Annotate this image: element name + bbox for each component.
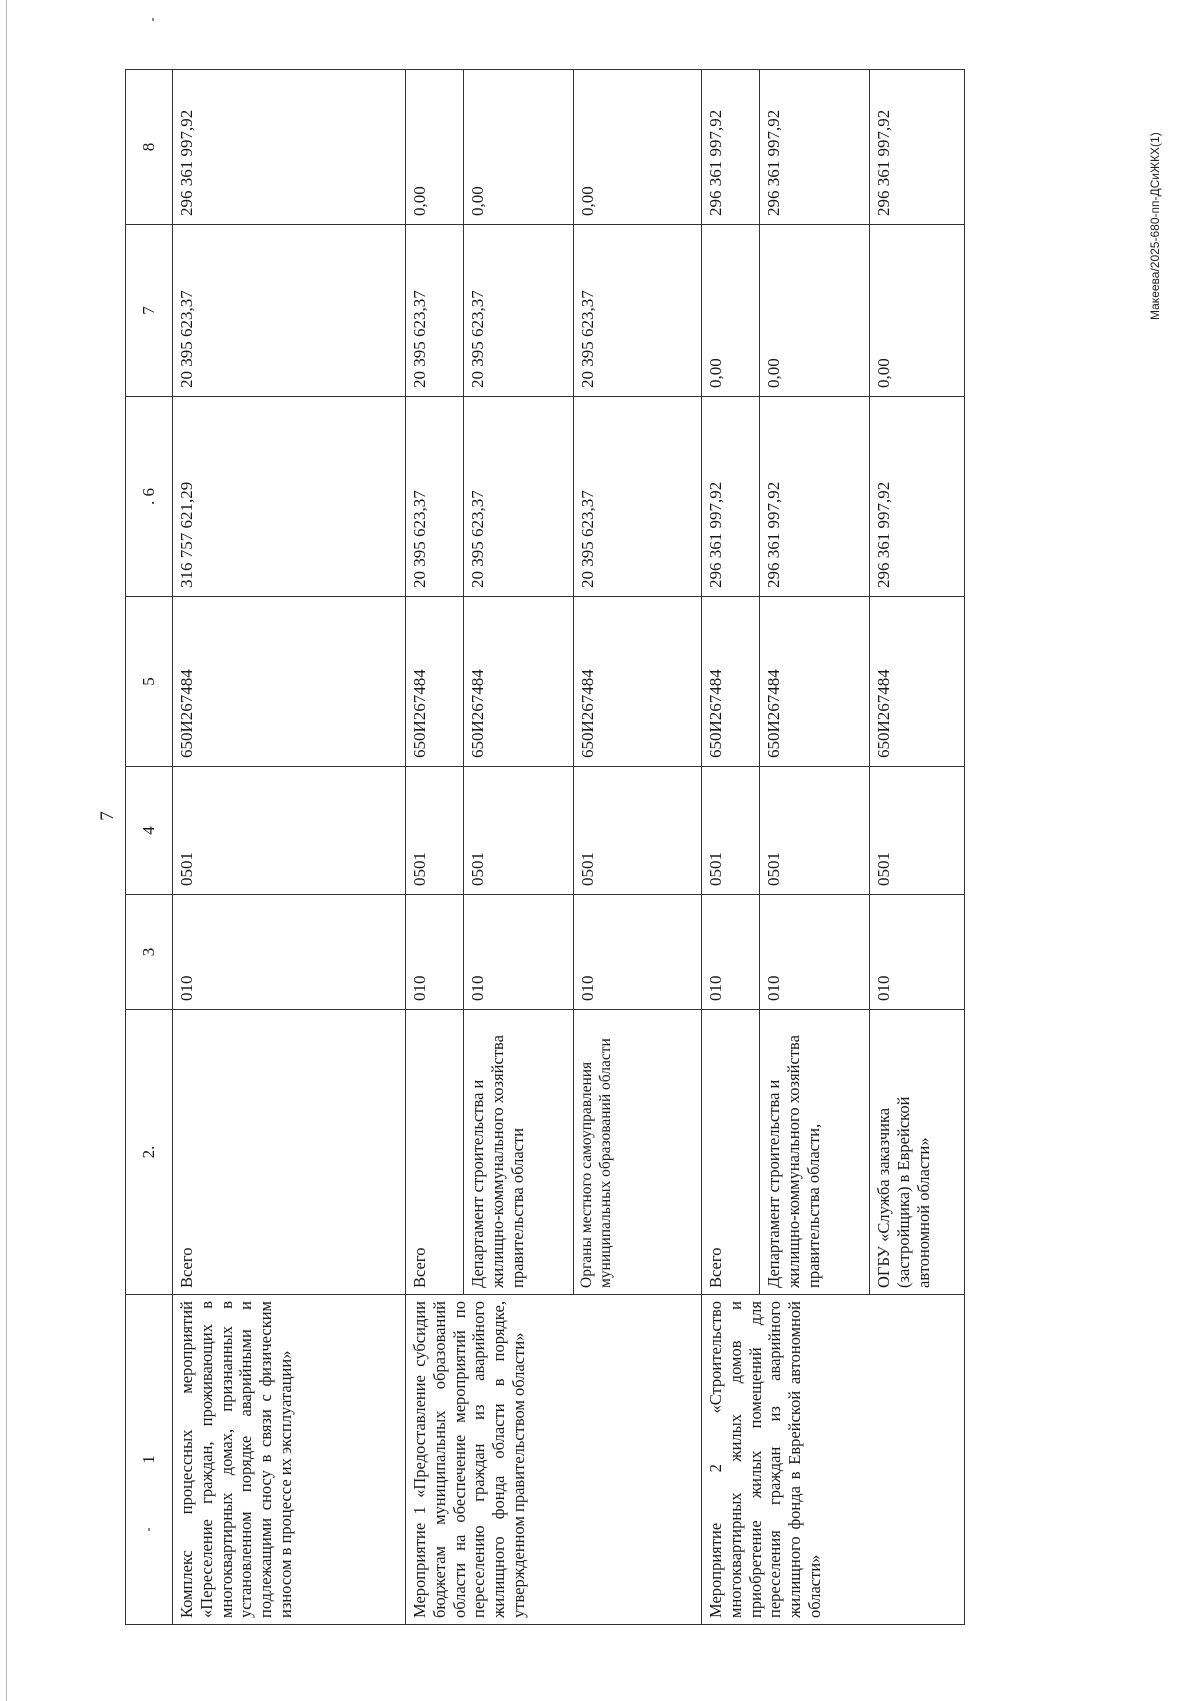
- executor-cell: Всего: [406, 1010, 464, 1295]
- federal-amount-cell: 0,00: [406, 70, 464, 225]
- section-cell: 0501: [464, 767, 574, 895]
- target-article-cell: 650И267484: [406, 597, 464, 767]
- grbs-cell: 010: [464, 895, 574, 1010]
- federal-amount-cell: 296 361 997,92: [702, 70, 760, 225]
- group-name-cell: Комплекс процессных мероприятий «Переселение граждан, проживающих в многоквартирных домах, признанных в установленном порядке аварийными и подлежащими сносу в связи с физическим износом в процессе их эксплуатации»: [173, 1295, 406, 1625]
- table-row: [702, 70, 760, 1625]
- total-amount-cell: 20 395 623,37: [406, 397, 464, 597]
- regional-amount-cell: 0,00: [870, 225, 965, 397]
- federal-amount-cell: 296 361 997,92: [870, 70, 965, 225]
- rotated-table-wrapper: [125, 70, 955, 1625]
- header-cell: 8: [126, 70, 173, 225]
- executor-cell: Департамент строительства и жилищно-коммунального хозяйства правительства области: [464, 1010, 574, 1295]
- header-cell: 5: [126, 597, 173, 767]
- regional-amount-cell: 0,00: [702, 225, 760, 397]
- header-cell: . 6: [126, 397, 173, 597]
- regional-amount-cell: 20 395 623,37: [173, 225, 406, 397]
- header-row: [126, 70, 173, 1625]
- table-row: [406, 70, 464, 1625]
- scan-edge-line: [6, 0, 7, 1701]
- executor-cell: Всего: [173, 1010, 406, 1295]
- section-cell: 0501: [760, 767, 870, 895]
- federal-amount-cell: 296 361 997,92: [760, 70, 870, 225]
- target-article-cell: 650И267484: [702, 597, 760, 767]
- header-cell: 7: [126, 225, 173, 397]
- total-amount-cell: 20 395 623,37: [574, 397, 702, 597]
- executor-cell: ОГБУ «Служба заказчика (застройщика) в Еврейской автономной области»: [870, 1010, 965, 1295]
- scan-speck: [152, 18, 154, 21]
- grbs-cell: 010: [870, 895, 965, 1010]
- group-name-cell: Мероприятие 1 «Предоставление субсидии бюджетам муниципальных образований области на обеспечение мероприятий по переселению граждан из аварийного жилищного фонда области в порядке, утвержденном правительством области»: [406, 1295, 702, 1625]
- section-cell: 0501: [406, 767, 464, 895]
- target-article-cell: 650И267484: [574, 597, 702, 767]
- section-cell: 0501: [870, 767, 965, 895]
- total-amount-cell: 316 757 621,29: [173, 397, 406, 597]
- header-cell: 3: [126, 895, 173, 1010]
- federal-amount-cell: 0,00: [464, 70, 574, 225]
- regional-amount-cell: 20 395 623,37: [464, 225, 574, 397]
- page-number: 7: [96, 811, 118, 821]
- budget-table: [125, 69, 965, 1625]
- section-cell: 0501: [173, 767, 406, 895]
- header-cell: 1: [126, 1295, 173, 1625]
- executor-cell: Органы местного самоуправления муниципальных образований области: [574, 1010, 702, 1295]
- section-cell: 0501: [702, 767, 760, 895]
- executor-cell: Департамент строительства и жилищно-коммунального хозяйства правительства области,: [760, 1010, 870, 1295]
- total-amount-cell: 296 361 997,92: [760, 397, 870, 597]
- federal-amount-cell: 296 361 997,92: [173, 70, 406, 225]
- executor-cell: Всего: [702, 1010, 760, 1295]
- total-amount-cell: 296 361 997,92: [702, 397, 760, 597]
- grbs-cell: 010: [406, 895, 464, 1010]
- regional-amount-cell: 0,00: [760, 225, 870, 397]
- target-article-cell: 650И267484: [464, 597, 574, 767]
- regional-amount-cell: 20 395 623,37: [406, 225, 464, 397]
- header-cell: 4: [126, 767, 173, 895]
- grbs-cell: 010: [760, 895, 870, 1010]
- regional-amount-cell: 20 395 623,37: [574, 225, 702, 397]
- table-row: [173, 70, 406, 1625]
- grbs-cell: 010: [702, 895, 760, 1010]
- header-cell: 2.: [126, 1010, 173, 1295]
- target-article-cell: 650И267484: [870, 597, 965, 767]
- target-article-cell: 650И267484: [760, 597, 870, 767]
- grbs-cell: 010: [574, 895, 702, 1010]
- target-article-cell: 650И267484: [173, 597, 406, 767]
- group-name-cell: Мероприятие 2 «Строительство многоквартирных жилых домов и приобретение жилых помещений для переселения граждан из аварийного жилищного фонда в Еврейской автономной области»: [702, 1295, 965, 1625]
- total-amount-cell: 20 395 623,37: [464, 397, 574, 597]
- section-cell: 0501: [574, 767, 702, 895]
- total-amount-cell: 296 361 997,92: [870, 397, 965, 597]
- federal-amount-cell: 0,00: [574, 70, 702, 225]
- grbs-cell: 010: [173, 895, 406, 1010]
- document-code: Макеева/2025-680-пп-ДСиЖКХ(1): [1148, 132, 1162, 320]
